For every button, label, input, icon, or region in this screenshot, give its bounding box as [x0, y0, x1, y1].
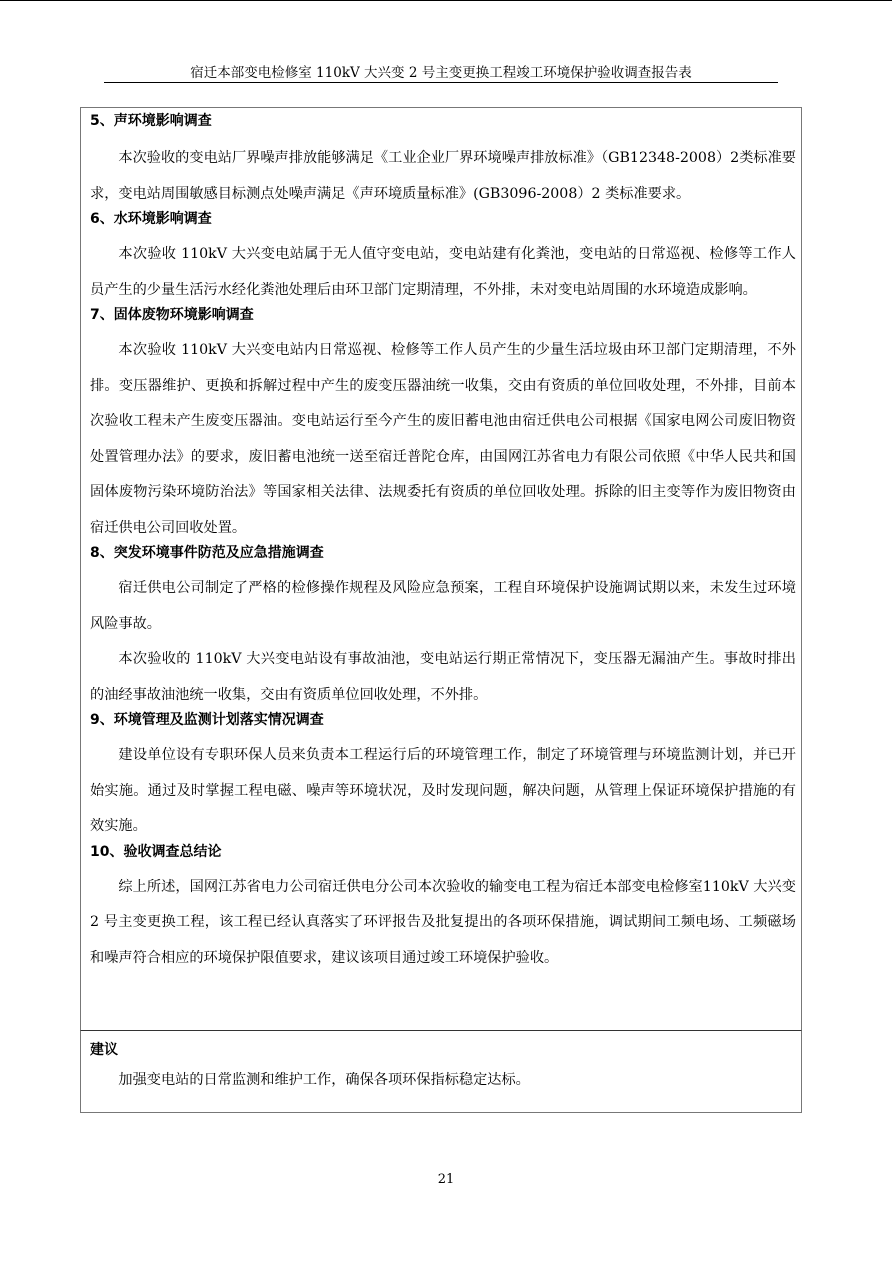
survey-content: [90, 108, 796, 976]
section-7-paragraph-1: 本次验收 110kV 大兴变电站内日常巡视、检修等工作人员产生的少量生活垃圾由环卫部门定期清理，不外排。变压器维护、更换和拆解过程中产生的废变压器油统一收集，交由有资质的单位回收处理，不外排，目前本次验收工程未产生废变压器油。变电站运行至今产生的废旧蓄电池由宿迁供电公司根据《国家电网公司废旧物资处置管理办法》的要求，废旧蓄电池统一送至宿迁普陀仓库，由国网江苏省电力有限公司依照《中华人民共和国固体废物污染环境防治法》等国家相关法律、法规委托有资质的单位回收处理。拆除的旧主变等作为废旧物资由宿迁供电公司回收处置。: [90, 342, 796, 536]
section-5-paragraph-1: 本次验收的变电站厂界噪声排放能够满足《工业企业厂界环境噪声排放标准》（GB12348-2008）2类标准要求，变电站周围敏感目标测点处噪声满足《声环境质量标准》(GB3096-2008）2 类标准要求。: [90, 150, 796, 202]
section-10-paragraph-1: 综上所述，国网江苏省电力公司宿迁供电分公司本次验收的输变电工程为宿迁本部变电检修室110kV 大兴变 2 号主变更换工程，该工程已经认真落实了环评报告及批复提出的各项环保措施，调试期间工频电场、工频磁场和噪声符合相应的环境保护限值要求，建议该项目通过竣工环境保护验收。: [90, 878, 796, 966]
page-header: 宿迁本部变电检修室 110kV 大兴变 2 号主变更换工程竣工环境保护验收调查报告表: [190, 65, 692, 81]
section-8-heading: 8、突发环境事件防范及应急措施调查: [90, 545, 324, 561]
section-6-heading: 6、水环境影响调查: [90, 211, 212, 227]
section-9-paragraph-1: 建设单位设有专职环保人员来负责本工程运行后的环境管理工作，制定了环境管理与环境监测计划，并已开始实施。通过及时掌握工程电磁、噪声等环境状况，及时发现问题，解决问题，从管理上保证环境保护措施的有效实施。: [90, 747, 796, 834]
suggestion-content: [90, 1031, 796, 1099]
section-9-heading: 9、环境管理及监测计划落实情况调查: [90, 712, 324, 728]
page-number: 21: [437, 1172, 455, 1187]
suggestion-box: [80, 1030, 802, 1113]
top-border-line: [0, 0, 892, 1]
survey-content-box: [80, 107, 802, 1031]
section-7-heading: 7、固体废物环境影响调查: [90, 307, 254, 323]
section-5-heading: 5、声环境影响调查: [90, 113, 212, 129]
section-10-heading: 10、验收调查总结论: [90, 843, 222, 860]
section-6-paragraph-1: 本次验收 110kV 大兴变电站属于无人值守变电站，变电站建有化粪池，变电站的日常巡视、检修等工作人员产生的少量生活污水经化粪池处理后由环卫部门定期清理，不外排，未对变电站周围的水环境造成影响。: [90, 246, 796, 298]
suggestion-text: 加强变电站的日常监测和维护工作，确保各项环保指标稳定达标。: [118, 1072, 530, 1088]
section-8-paragraph-1: 宿迁供电公司制定了严格的检修操作规程及风险应急预案，工程自环境保护设施调试期以来，未发生过环境风险事故。: [90, 580, 796, 632]
header-rule: [104, 82, 778, 83]
section-8-paragraph-2: 本次验收的 110kV 大兴变电站设有事故油池，变电站运行期正常情况下，变压器无漏油产生。事故时排出的油经事故油池统一收集，交由有资质单位回收处理，不外排。: [90, 651, 796, 703]
suggestion-heading: 建议: [90, 1042, 118, 1058]
